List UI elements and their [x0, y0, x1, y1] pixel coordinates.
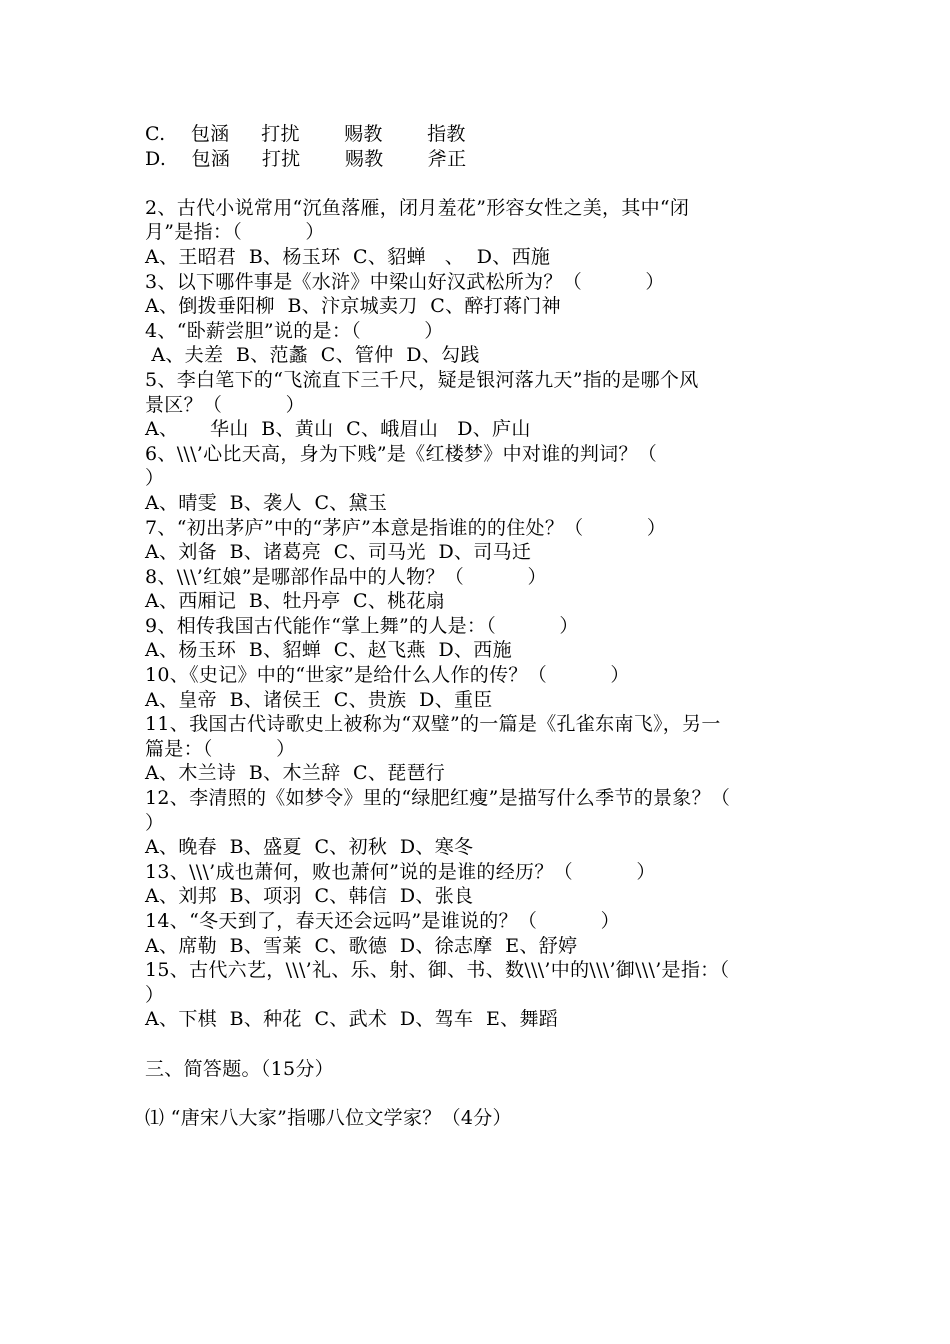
question-4-options: A、夫差 B、范蠡 C、管仲 D、勾践: [145, 344, 480, 367]
blank-line: [145, 171, 825, 196]
question-10: 10、《史记》中的“世家”是给什么人作的传？（ ）: [145, 664, 630, 687]
question-8-options: A、西厢记 B、牡丹亭 C、桃花扇: [145, 590, 446, 613]
short-answer-question-1: ⑴ “唐宋八大家”指哪八位文学家？（4分）: [145, 1106, 512, 1129]
question-3: 3、以下哪件事是《水浒》中梁山好汉武松所为？（ ）: [145, 270, 665, 293]
question-5-line-2: 景区？（ ）: [145, 393, 305, 416]
question-15-line-1: 15、古代六艺，\\\’礼、乐、射、御、书、数\\\’中的\\\’御\\\’是指：（: [145, 959, 730, 982]
question-6-line-1: 6、\\\’心比天高，身为下贱”是《红楼梦》中对谁的判词？（: [145, 442, 658, 465]
question-6-line-2: ）: [145, 467, 165, 490]
blank-line: [145, 1032, 825, 1057]
question-15-options: A、下棋 B、种花 C、武术 D、驾车 E、舞蹈: [145, 1008, 559, 1031]
question-10-options: A、皇帝 B、诸侯王 C、贵族 D、重臣: [145, 688, 493, 711]
question-6-options: A、晴雯 B、袭人 C、黛玉: [145, 491, 388, 514]
question-8: 8、\\\’红娘”是哪部作品中的人物？（ ）: [145, 565, 547, 588]
document-body: [145, 122, 825, 1130]
question-4: 4、“卧薪尝胆”说的是：（ ）: [145, 319, 444, 342]
question-7: 7、“初出茅庐”中的“茅庐”本意是指谁的的住处？（ ）: [145, 516, 667, 539]
question-2-line-1: 2、古代小说常用“沉鱼落雁，闭月羞花”形容女性之美，其中“闭: [145, 196, 690, 219]
question-9-options: A、杨玉环 B、貂蝉 C、赵飞燕 D、西施: [145, 639, 512, 662]
question-14: 14、“冬天到了，春天还会远吗”是谁说的？（ ）: [145, 910, 620, 932]
question-14-options: A、席勒 B、雪莱 C、歌德 D、徐志摩 E、舒婷: [145, 934, 578, 957]
question-12-line-2: ）: [145, 811, 165, 834]
question-3-options: A、倒拨垂阳柳 B、汴京城卖刀 C、醉打蒋门神: [145, 295, 561, 318]
option-line-c: C. 包涵 打扰 赐教 指教: [145, 123, 466, 145]
question-9: 9、相传我国古代能作“掌上舞”的人是：（ ）: [145, 614, 579, 637]
option-line-d: D. 包涵 打扰 赐教 斧正: [145, 147, 467, 170]
question-12-options: A、晚春 B、盛夏 C、初秋 D、寒冬: [145, 836, 474, 859]
question-15-line-2: ）: [145, 983, 165, 1006]
question-11-line-2: 篇是：（ ）: [145, 737, 296, 760]
question-11-line-1: 11、我国古代诗歌史上被称为“双璧”的一篇是《孔雀东南飞》，另一: [145, 713, 721, 736]
question-7-options: A、刘备 B、诸葛亮 C、司马光 D、司马迁: [145, 541, 532, 564]
question-11-options: A、木兰诗 B、木兰辞 C、琵琶行: [145, 762, 446, 785]
question-2-line-2: 月”是指：（ ）: [145, 221, 325, 244]
question-12-line-1: 12、李清照的《如梦令》里的“绿肥红瘦”是描写什么季节的景象？（: [145, 787, 731, 810]
blank-line: [145, 1081, 825, 1106]
question-5-line-1: 5、李白笔下的“飞流直下三千尺，疑是银河落九天”指的是哪个风: [145, 368, 699, 391]
question-2-options: A、王昭君 B、杨玉环 C、貂蝉 、 D、西施: [145, 245, 551, 268]
section-3-heading: 三、简答题。（15分）: [145, 1057, 334, 1080]
question-5-options: A、 华山 B、黄山 C、峨眉山 D、庐山: [145, 418, 531, 441]
question-13: 13、\\\’成也萧何，败也萧何”说的是谁的经历？（ ）: [145, 860, 656, 883]
question-13-options: A、刘邦 B、项羽 C、韩信 D、张良: [145, 885, 474, 908]
